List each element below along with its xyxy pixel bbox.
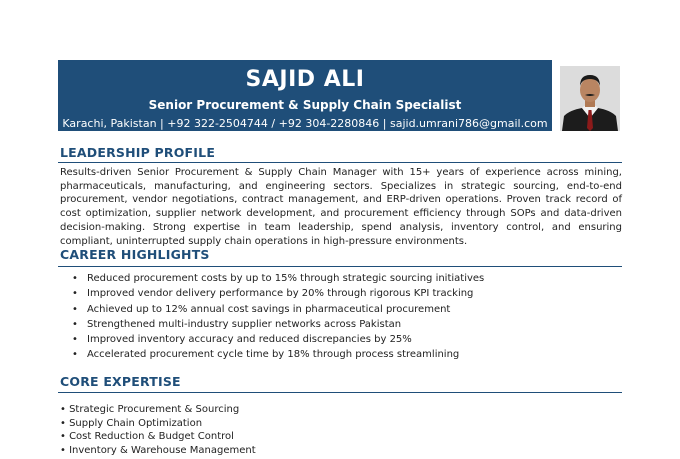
list-item	[72, 286, 484, 301]
list-item	[72, 347, 484, 362]
bullet: •	[72, 303, 78, 315]
list-item: • Supply Chain Optimization	[60, 417, 203, 429]
resume-header	[58, 60, 552, 131]
profile-photo	[560, 66, 620, 131]
list-item	[72, 302, 484, 317]
bullet: •	[72, 334, 78, 346]
bullet: •	[72, 318, 78, 330]
list-item: • Cost Reduction & Budget Control	[60, 431, 234, 443]
highlight-text: Accelerated procurement cycle time by 18% through process streamlining	[87, 349, 460, 361]
career-highlights-list	[72, 271, 484, 363]
highlight-text: Improved inventory accuracy and reduced discrepancies by 25%	[87, 334, 412, 346]
highlight-text: Improved vendor delivery performance by 20% through rigorous KPI tracking	[87, 288, 474, 300]
bullet: •	[72, 288, 78, 300]
candidate-name: SAJID ALI	[245, 67, 365, 92]
section-divider	[58, 392, 622, 393]
bullet: •	[72, 349, 78, 361]
highlight-text: Strengthened multi-industry supplier networks across Pakistan	[87, 318, 402, 330]
bullet: •	[72, 273, 78, 284]
section-divider	[58, 266, 622, 267]
highlight-text: Achieved up to 12% annual cost savings in pharmaceutical procurement	[87, 303, 451, 315]
section-heading-core-expertise: CORE EXPERTISE	[60, 374, 181, 389]
portrait-image	[560, 66, 620, 131]
list-item	[72, 317, 484, 332]
list-item: • Inventory & Warehouse Management	[60, 445, 256, 457]
list-item: • Strategic Procurement & Sourcing	[60, 404, 240, 415]
list-item	[72, 271, 484, 286]
contact-line: Karachi, Pakistan | +92 322-2504744 / +92 304-2280846 | sajid.umrani786@gmail.com	[62, 117, 548, 130]
core-expertise-list	[60, 403, 256, 458]
list-item	[72, 332, 484, 347]
section-heading-leadership-profile: LEADERSHIP PROFILE	[60, 145, 216, 160]
profile-paragraph: Results-driven Senior Procurement & Supply Chain Manager with 15+ years of experience across mining, pharmaceuticals, manufacturing, and engineering sectors. Specializes in strategic sourcing, end-to-end procurement, vendor negotiations, contract management, and ERP-driven operations. Proven track record of cost optimization, supplier network development, and procurement efficiency through SOPs and data-driven decision-making. Strong expertise in team leadership, spend analysis, inventory control, and ensuring compliant, uninterrupted supply chain operations in high-pressure environments.	[60, 167, 622, 247]
highlight-text: Reduced procurement costs by up to 15% through strategic sourcing initiatives	[87, 273, 485, 284]
candidate-title: Senior Procurement & Supply Chain Specialist	[148, 98, 462, 112]
section-heading-career-highlights: CAREER HIGHLIGHTS	[60, 247, 210, 262]
section-divider	[58, 162, 622, 163]
